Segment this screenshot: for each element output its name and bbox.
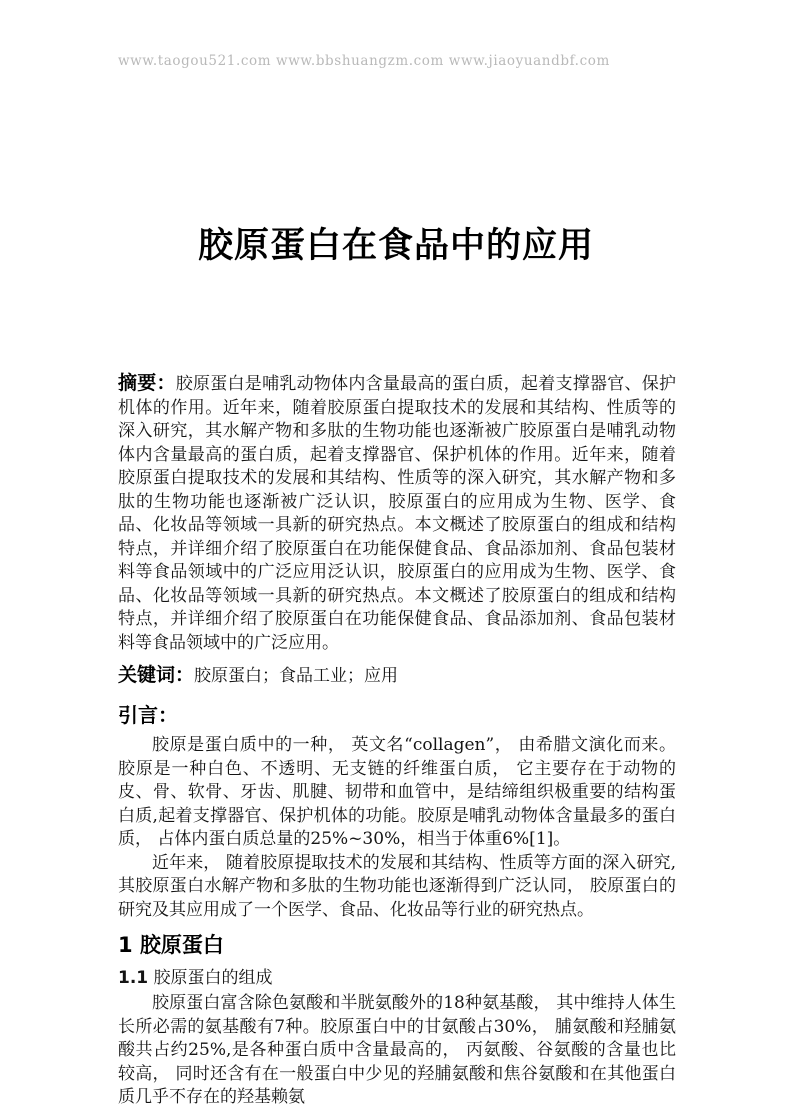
document-title: 胶原蛋白在食品中的应用	[197, 225, 594, 266]
section-1-1-number: 1.1	[118, 967, 149, 988]
watermark-urls: www.taogou521.com www.bbshuangzm.com www.jiaoyuandbf.com	[118, 53, 610, 69]
section-1-1-title: 胶原蛋白的组成	[153, 967, 273, 988]
abstract-paragraph	[118, 372, 676, 655]
abstract-label: 摘要：	[118, 372, 176, 394]
section-1-1-paragraph: 胶原蛋白富含除色氨酸和半胱氨酸外的18种氨基酸， 其中维持人体生长所必需的氨基酸有7种。胶原蛋白中的甘氨酸占30%， 脯氨酸和羟脯氨酸共占约25%,是各种蛋白质中含量最高的， 丙氨酸、谷氨酸的含量也比较高， 同时还含有在一般蛋白中少见的羟脯氨酸和焦谷氨酸和在其他蛋白质几乎不存在的羟基赖氨	[118, 993, 676, 1107]
section-1-heading: 1 胶原蛋白	[118, 933, 224, 957]
abstract-text: 胶原蛋白是哺乳动物体内含量最高的蛋白质，起着支撑器官、保护机体的作用。近年来，随着胶原蛋白提取技术的发展和其结构、性质等的深入研究，其水解产物和多肽的生物功能也逐渐被广胶原蛋白是哺乳动物体内含量最高的蛋白质，起着支撑器官、保护机体的作用。近年来，随着胶原蛋白提取技术的发展和其结构、性质等的深入研究，其水解产物和多肽的生物功能也逐渐被广泛认识，胶原蛋白的应用成为生物、医学、食品、化妆品等领域一具新的研究热点。本文概述了胶原蛋白的组成和结构特点，并详细介绍了胶原蛋白在功能保健食品、食品添加剂、食品包装材料等食品领域中的广泛应用泛认识，胶原蛋白的应用成为生物、医学、食品、化妆品等领域一具新的研究热点。本文概述了胶原蛋白的组成和结构特点，并详细介绍了胶原蛋白在功能保健食品、食品添加剂、食品包装材料等食品领域中的广泛应用。	[118, 374, 676, 653]
document-body	[118, 372, 676, 1110]
keywords-label: 关键词：	[118, 664, 195, 686]
introduction-paragraph-1: 胶原是蛋白质中的一种， 英文名“collagen”， 由希腊文演化而来。胶原是一种白色、不透明、无支链的纤维蛋白质， 它主要存在于动物的皮、骨、软骨、牙齿、肌腱、韧带和血管中，是结缔组织极重要的结构蛋白质,起着支撑器官、保护机体的功能。胶原是哺乳动物体含量最多的蛋白质， 占体内蛋白质总量的25%~30%，相当于体重6%[1]。	[118, 735, 676, 849]
section-1-1-heading	[118, 967, 676, 991]
keywords-line	[118, 664, 676, 689]
introduction-paragraph-2: 近年来， 随着胶原提取技术的发展和其结构、性质等方面的深入研究,其胶原蛋白水解产物和多肽的生物功能也逐渐得到广泛认同， 胶原蛋白的研究及其应用成了一个医学、食品、化妆品等行业的研究热点。	[118, 852, 676, 920]
keywords-text: 胶原蛋白；食品工业；应用	[194, 666, 399, 686]
introduction-heading: 引言：	[118, 702, 178, 727]
